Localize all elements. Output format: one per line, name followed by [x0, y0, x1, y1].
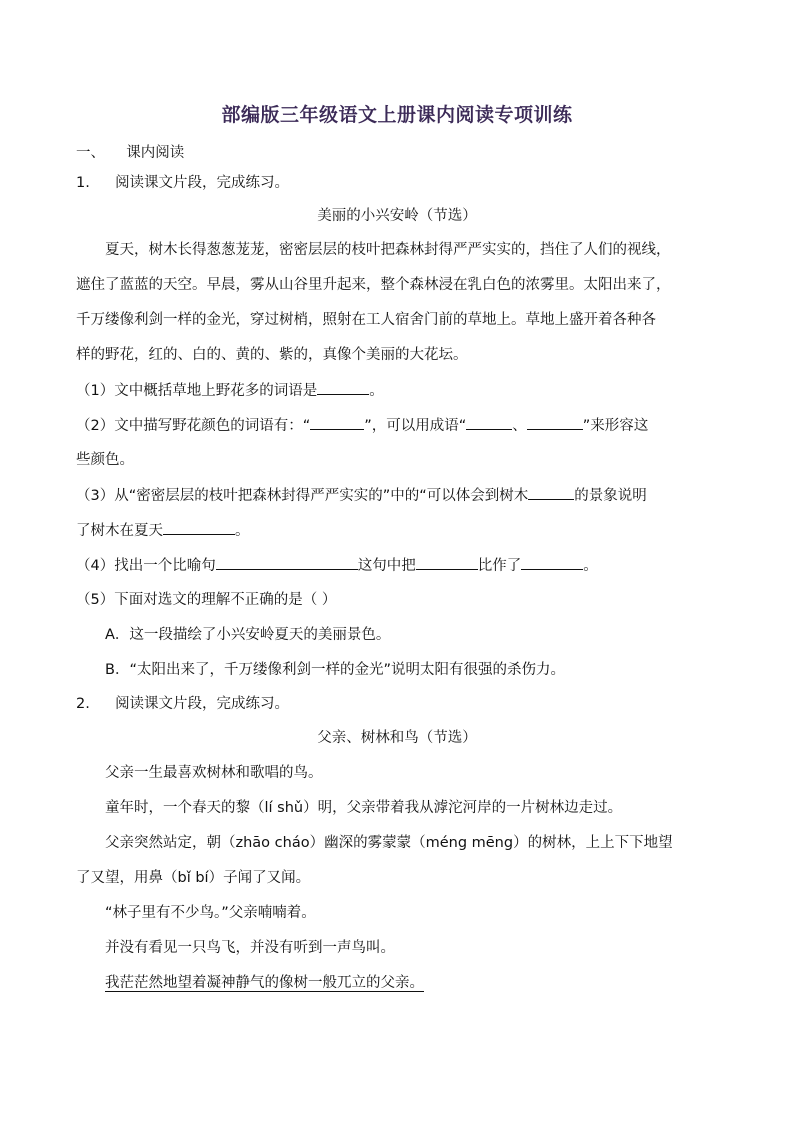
q2-heading [76, 694, 289, 714]
q1-sub5-option-b: B．“太阳出来了，千万缕像利剑一样的金光”说明太阳有很强的杀伤力。 [105, 662, 565, 678]
answer-blank[interactable] [527, 415, 583, 430]
q1-sub2 [76, 415, 648, 436]
section-heading [76, 143, 184, 163]
q1-sub1-text: （1）文中概括草地上野花多的词语是 [76, 383, 318, 399]
answer-blank[interactable] [416, 555, 478, 570]
q1-sub1 [76, 380, 384, 401]
q2-paragraph-1: 父亲一生最喜欢树林和歌唱的鸟。 [105, 765, 323, 781]
q2-paragraph-6 [105, 973, 424, 993]
q1-sub3-text: （3）从“密密层层的枝叶把森林封得严严实实的”中的“可以体会到树木 [76, 488, 529, 504]
q1-passage-title: 美丽的小兴安岭（节选） [317, 208, 477, 224]
answer-blank[interactable] [528, 485, 574, 500]
q1-sub2-text-2: ”，可以用成语“ [364, 418, 467, 434]
q1-sub2-text-3: ”来形容这 [582, 418, 649, 434]
underlined-sentence: 我茫茫然地望着凝神静气的像树一般兀立的父亲。 [105, 975, 424, 991]
q1-sub3-end: 。 [235, 523, 250, 539]
page-title: 部编版三年级语文上册课内阅读专项训练 [221, 104, 573, 126]
q1-passage-line-1: 夏天，树木长得葱葱茏茏，密密层层的枝叶把森林封得严严实实的，挡住了人们的视线， [105, 242, 671, 258]
q1-passage-line-2: 遮住了蓝蓝的天空。早晨，雾从山谷里升起来，整个森林浸在乳白色的浓雾里。太阳出来了， [76, 277, 671, 293]
section-number: 一、 [76, 145, 105, 161]
answer-blank[interactable] [216, 555, 358, 570]
q1-sub4 [76, 555, 598, 576]
q1-sub2-cont: 些颜色。 [76, 452, 134, 468]
answer-blank[interactable] [163, 520, 235, 535]
q1-sub3 [76, 485, 647, 506]
q1-sub2-sep: 、 [512, 418, 527, 434]
q1-heading [76, 173, 289, 193]
section-label: 课内阅读 [126, 145, 185, 161]
answer-blank[interactable] [317, 380, 369, 395]
answer-blank[interactable] [466, 415, 512, 430]
q1-sub4-text-2: 这句中把 [357, 558, 416, 574]
q1-sub4-text-3: 比作了 [477, 558, 522, 574]
q1-instruction: 阅读课文片段，完成练习。 [115, 175, 290, 191]
q1-sub1-end: 。 [369, 383, 384, 399]
q1-sub3-text-2: 的景象说明 [574, 488, 647, 504]
q1-passage-line-3: 千万缕像利剑一样的金光，穿过树梢，照射在工人宿舍门前的草地上。草地上盛开着各种各 [76, 312, 656, 328]
q1-number: 1. [76, 175, 90, 191]
q2-paragraph-4: “林子里有不少鸟。”父亲喃喃着。 [105, 905, 316, 921]
q1-sub5: （5）下面对选文的理解不正确的是（ ） [76, 592, 337, 608]
q2-number: 2. [76, 696, 90, 712]
q2-paragraph-2: 童年时，一个春天的黎（lí shǔ）明，父亲带着我从滹沱河岸的一片树林边走过。 [105, 800, 623, 816]
q1-sub3-cont [76, 520, 250, 541]
q1-passage-line-4: 样的野花，红的、白的、黄的、紫的，真像个美丽的大花坛。 [76, 347, 468, 363]
q2-passage-title: 父亲、树林和鸟（节选） [317, 730, 477, 746]
answer-blank[interactable] [310, 415, 364, 430]
q1-sub4-end: 。 [583, 558, 598, 574]
q1-sub5-option-a: A．这一段描绘了小兴安岭夏天的美丽景色。 [105, 627, 391, 643]
q2-paragraph-5: 并没有看见一只鸟飞，并没有听到一声鸟叫。 [105, 940, 395, 956]
q2-paragraph-3: 父亲突然站定，朝（zhāo cháo）幽深的雾蒙蒙（méng mēng）的树林，上上下下地望 [105, 835, 673, 851]
answer-blank[interactable] [521, 555, 583, 570]
q1-sub2-text: （2）文中描写野花颜色的词语有：“ [76, 418, 311, 434]
q2-instruction: 阅读课文片段，完成练习。 [115, 696, 290, 712]
q2-paragraph-3-cont: 了又望，用鼻（bǐ bí）子闻了又闻。 [76, 870, 311, 886]
q1-sub4-text: （4）找出一个比喻句 [76, 558, 216, 574]
q1-sub3-cont-text: 了树木在夏天 [76, 523, 163, 539]
